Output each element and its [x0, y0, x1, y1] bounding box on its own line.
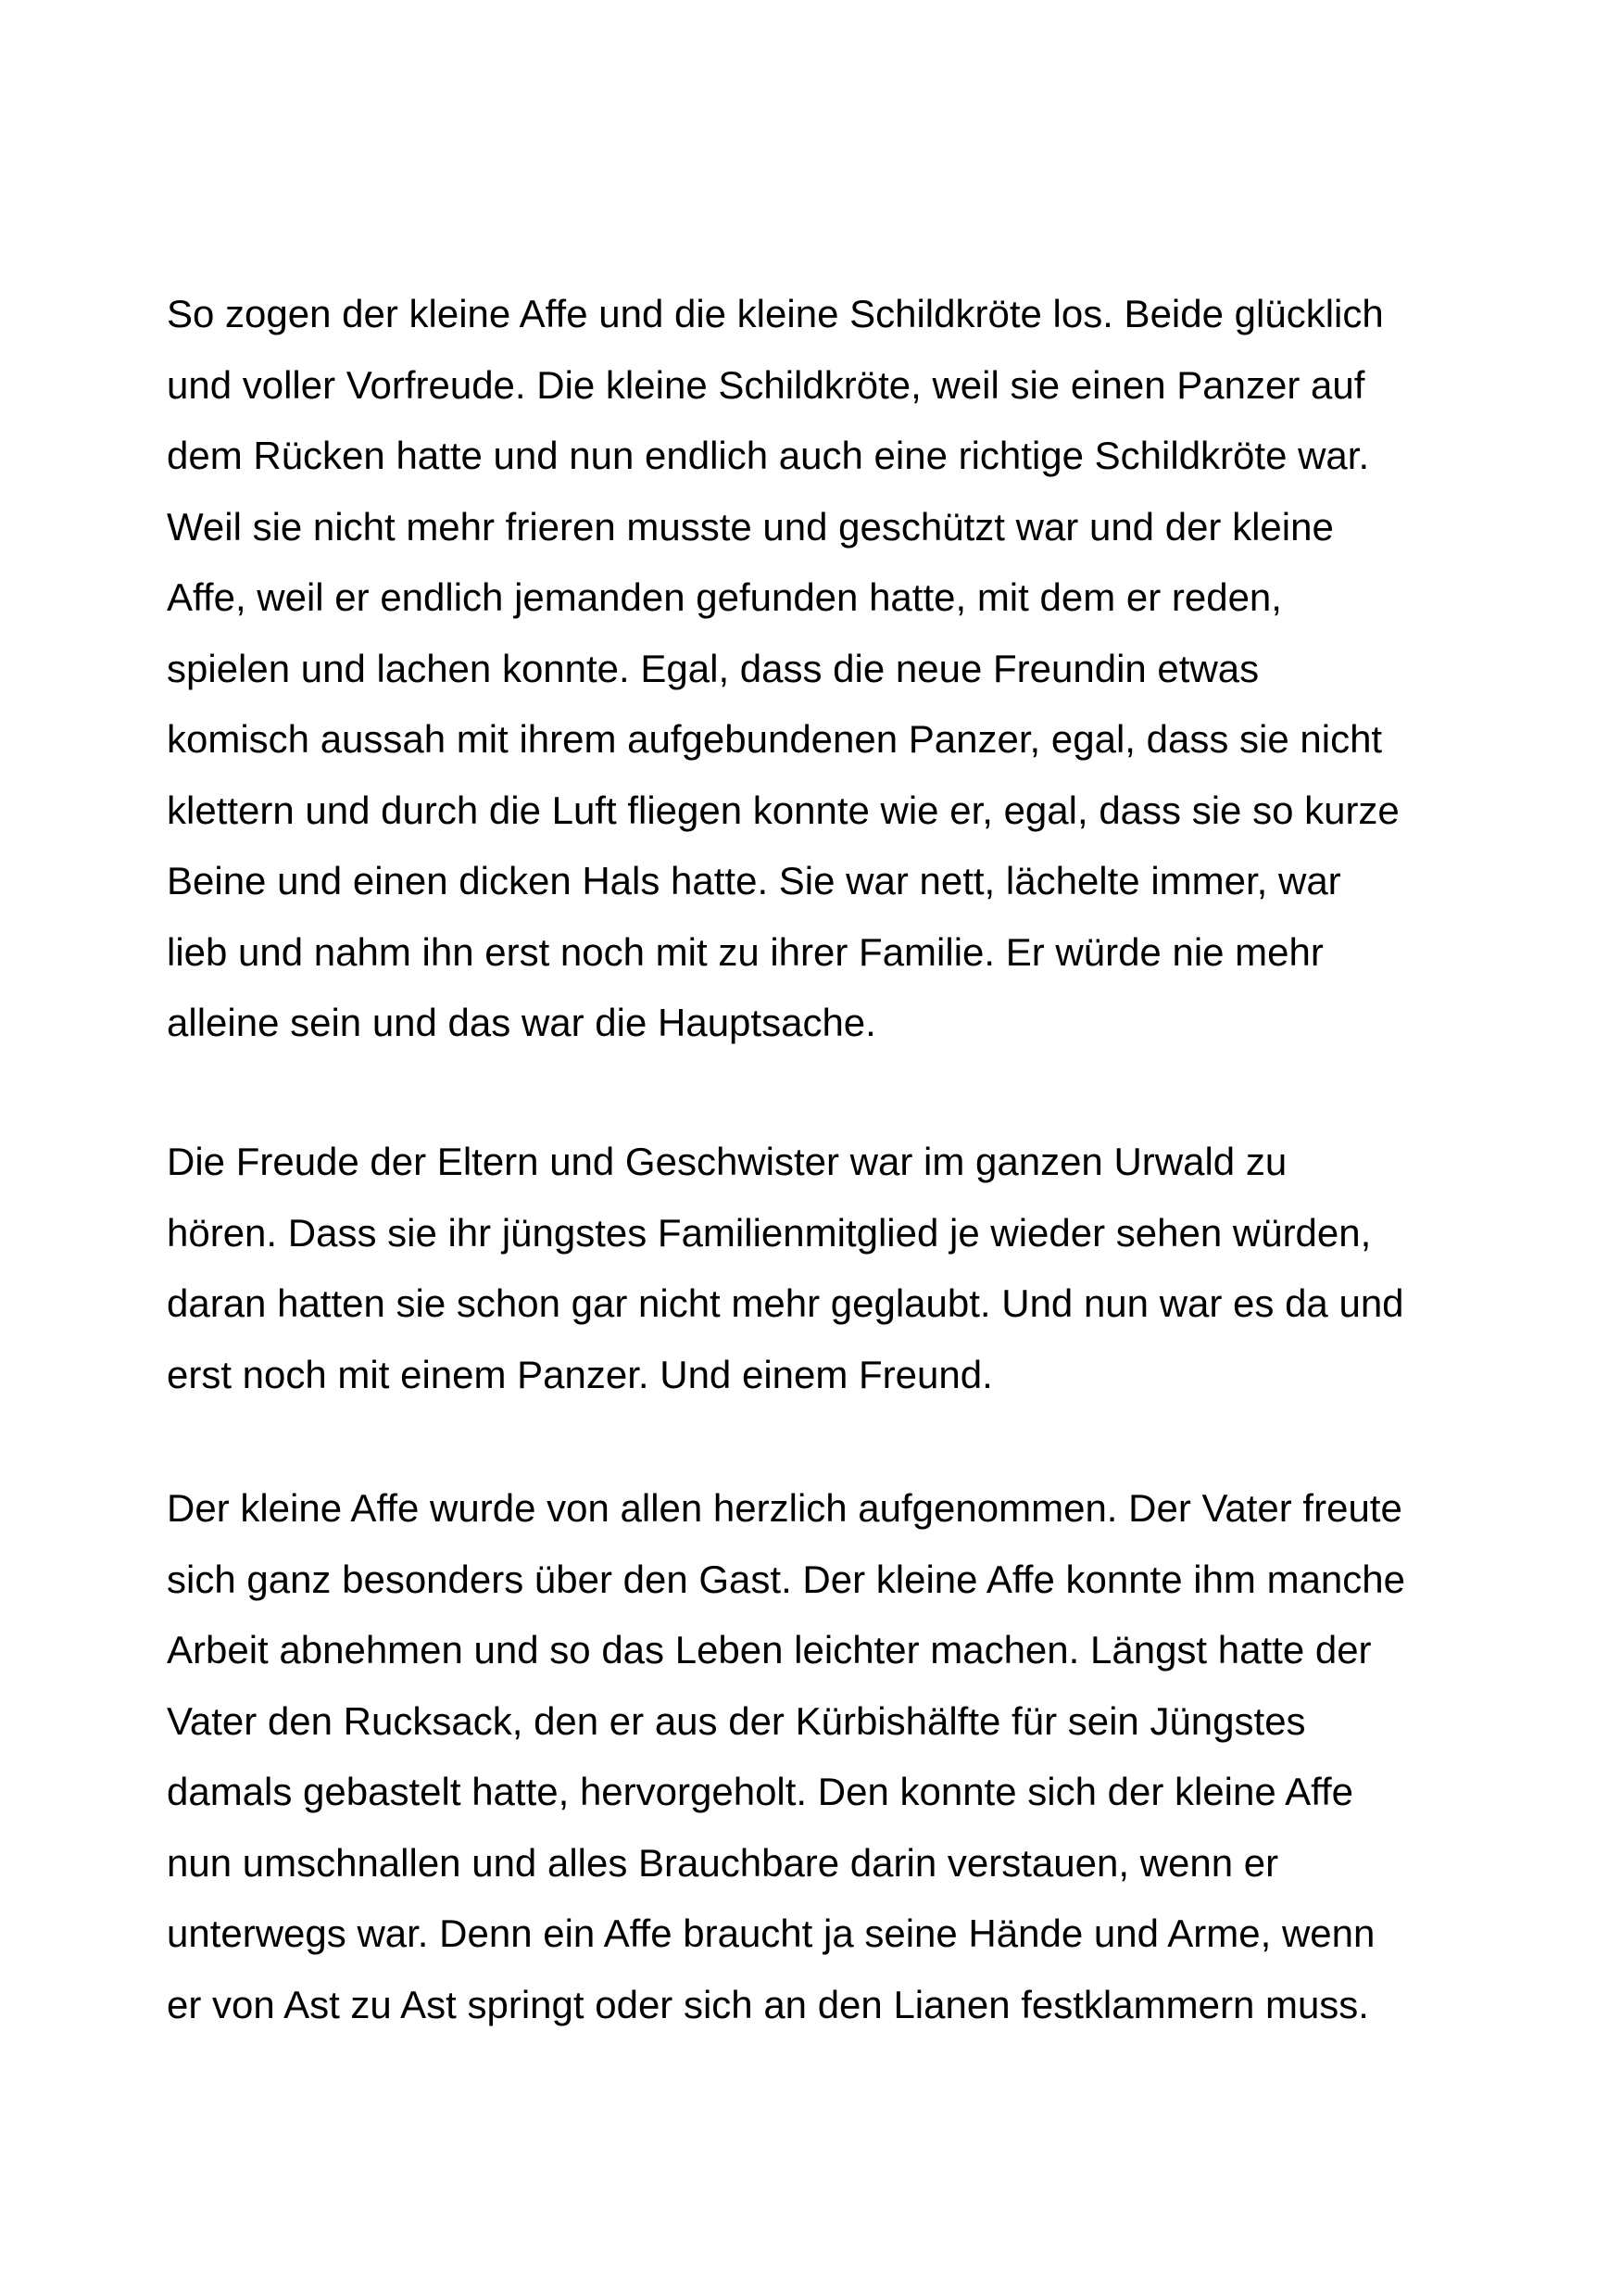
paragraph-line: daran hatten sie schon gar nicht mehr geglaubt. Und nun war es da und — [167, 1281, 1404, 1325]
paragraph-line: Die Freude der Eltern und Geschwister war im ganzen Urwald zu — [167, 1140, 1288, 1183]
paragraph-1 — [167, 279, 1501, 1059]
paragraph-line: Weil sie nicht mehr frieren musste und geschützt war und der kleine — [167, 504, 1334, 549]
paragraph-line: erst noch mit einem Panzer. Und einem Freund. — [167, 1352, 993, 1396]
paragraph-line: lieb und nahm ihn erst noch mit zu ihrer Familie. Er würde nie mehr — [167, 929, 1324, 974]
paragraph-line: spielen und lachen konnte. Egal, dass die neue Freundin etwas — [167, 646, 1260, 690]
paragraph-2 — [167, 1127, 1501, 1410]
paragraph-line: und voller Vorfreude. Die kleine Schildkröte, weil sie einen Panzer auf — [167, 362, 1365, 407]
paragraph-line: Der kleine Affe wurde von allen herzlich aufgenommen. Der Vater freute — [167, 1486, 1402, 1530]
paragraph-line: dem Rücken hatte und nun endlich auch eine richtige Schildkröte war. — [167, 434, 1370, 477]
paragraph-line: Vater den Rucksack, den er aus der Kürbishälfte für sein Jüngstes — [167, 1698, 1306, 1743]
paragraph-line: komisch aussah mit ihrem aufgebundenen Panzer, egal, dass sie nicht — [167, 717, 1383, 761]
paragraph-line: Beine und einen dicken Hals hatte. Sie war nett, lächelte immer, war — [167, 859, 1341, 902]
paragraph-line: alleine sein und das war die Hauptsache. — [167, 1001, 876, 1044]
paragraph-line: klettern und durch die Luft fliegen konnte wie er, egal, dass sie so kurze — [167, 788, 1400, 832]
paragraph-line: unterwegs war. Denn ein Affe braucht ja seine Hände und Arme, wenn — [167, 1911, 1376, 1955]
paragraph-line: So zogen der kleine Affe und die kleine Schildkröte los. Beide glücklich — [167, 292, 1384, 335]
paragraph-line: damals gebastelt hatte, hervorgeholt. Den konnte sich der kleine Affe — [167, 1770, 1354, 1813]
paragraph-line: er von Ast zu Ast springt oder sich an den Lianen festklammern muss. — [167, 1982, 1369, 2026]
paragraph-line: Arbeit abnehmen und so das Leben leichter machen. Längst hatte der — [167, 1628, 1372, 1672]
paragraph-line: sich ganz besonders über den Gast. Der kleine Affe konnte ihm manche — [167, 1557, 1406, 1601]
paragraph-line: nun umschnallen und alles Brauchbare darin verstauen, wenn er — [167, 1840, 1279, 1885]
paragraph-3 — [167, 1473, 1501, 2040]
paragraph-line: Affe, weil er endlich jemanden gefunden hatte, mit dem er reden, — [167, 575, 1282, 619]
paragraph-line: hören. Dass sie ihr jüngstes Familienmitglied je wieder sehen würden, — [167, 1210, 1372, 1255]
